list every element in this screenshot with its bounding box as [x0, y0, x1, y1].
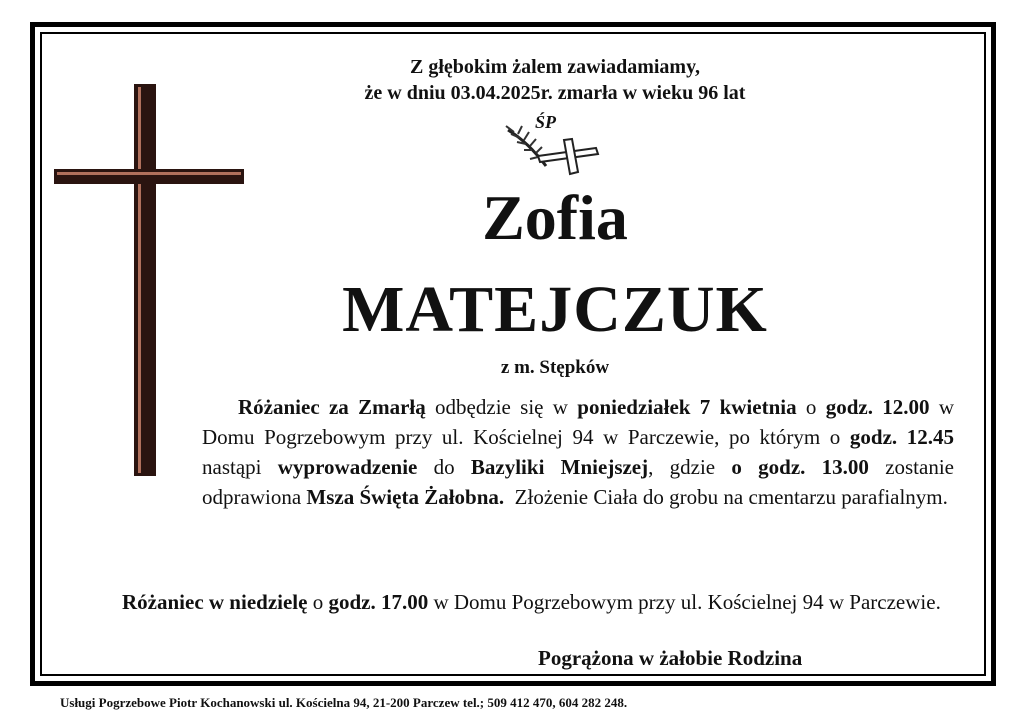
- intro-line-2: że w dniu 03.04.2025r. zmarła w wieku 96 lat: [364, 82, 746, 104]
- text-run: wyprowadzenie: [277, 455, 418, 479]
- rosary-paragraph: [108, 587, 954, 617]
- first-name: Zofia: [482, 182, 628, 253]
- text-run: Różaniec w niedzielę: [122, 590, 308, 614]
- origin-place: z m. Stępków: [500, 357, 610, 378]
- text-run: godz. 17.00: [328, 590, 429, 614]
- text-run: godz. 12.45: [849, 425, 954, 449]
- intro-line-1: Z głębokim żalem zawiadamiamy,: [410, 56, 700, 78]
- text-run: nastąpi: [202, 455, 278, 479]
- footer-funeral-home: Usługi Pogrzebowe Piotr Kochanowski ul. Kościelna 94, 21-200 Parczew tel.; 509 412 470, 604 282 248.: [60, 695, 628, 710]
- text-run: w Domu Pogrzebowym przy ul. Kościelnej 94 w Parczewie, po którym o: [202, 395, 955, 449]
- text-run: Bazyliki Mniejszej: [470, 455, 649, 479]
- text-run: poniedziałek 7 kwietnia: [577, 395, 797, 419]
- text-run: o godz. 13.00: [731, 455, 869, 479]
- text-run: godz. 12.00: [825, 395, 930, 419]
- text-run: o: [796, 395, 826, 419]
- text-run: zostanie odprawiona: [202, 455, 954, 509]
- text-run: w Domu Pogrzebowym przy ul. Kościelnej 94 w Parczewie.: [428, 590, 941, 614]
- text-run: odbędzie się w: [425, 395, 578, 419]
- text-run: Złożenie Ciała do grobu na cmentarzu parafialnym.: [504, 485, 948, 509]
- text-run: , gdzie: [648, 455, 732, 479]
- ceremony-paragraph: [202, 392, 954, 512]
- text-run: do: [417, 455, 471, 479]
- sp-label: ŚP: [535, 112, 557, 132]
- text-run: o: [307, 590, 329, 614]
- text-run: Msza Święta Żałobna.: [306, 485, 505, 509]
- signature: Pogrążona w żałobie Rodzina: [538, 646, 803, 670]
- text-run: Różaniec za Zmarłą: [238, 395, 426, 419]
- last-name: MATEJCZUK: [342, 273, 768, 346]
